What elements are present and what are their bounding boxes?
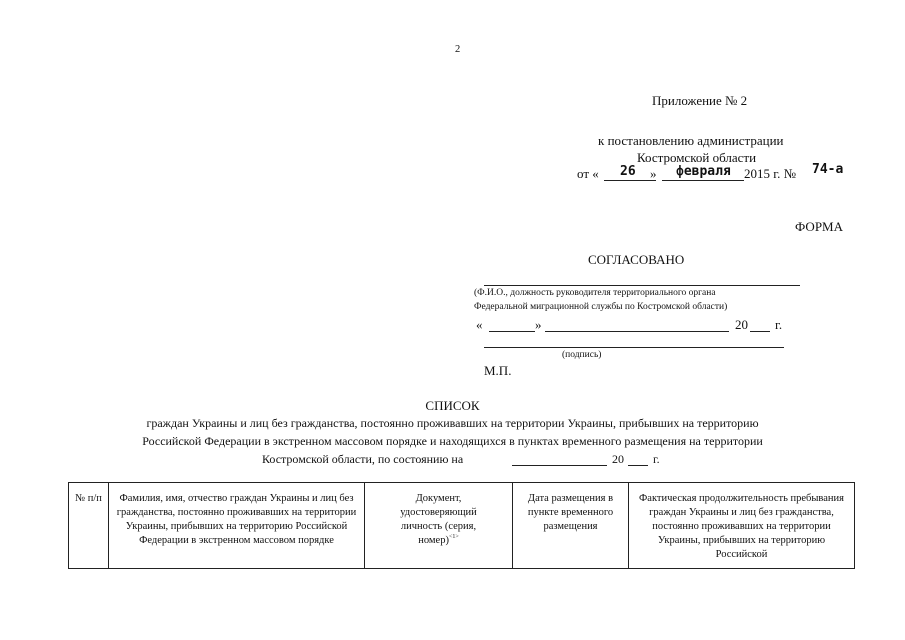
header-document-text: Документ, удостоверяющий личность (серия, номер) [400,493,477,546]
header-number-text: № п/п [75,493,102,504]
header-full-name-text: Фамилия, имя, отчество граждан Украины и лиц без гражданства, постоянно проживавших на территории Украины, прибывших на территорию Российской Федерации в экстренном массовом порядке [116,493,357,546]
list-line-3-year: 20 [612,452,624,466]
header-number [69,483,109,569]
list-line-3-suffix: г. [653,452,660,466]
day-underline [604,164,656,181]
approval-quote-open: « [476,317,483,332]
list-year-line [628,453,648,466]
signature-line [484,337,784,348]
approval-caption-2: Федеральной миграционной службы по Костромской области) [474,302,728,312]
header-document-footnote: <1> [448,534,459,540]
list-line-1: граждан Украины и лиц без гражданства, постоянно проживавших на территории Украины, прибывших на территорию [146,416,759,430]
register-table [68,482,855,569]
list-date-line [512,453,607,466]
handwritten-day: 26 [620,164,636,179]
form-label: ФОРМА [795,219,843,234]
date-prefix: от « [577,166,599,181]
handwritten-number: 74-а [812,162,844,177]
stamp-label: М.П. [484,363,512,378]
signature-caption: (подпись) [562,350,602,360]
header-document [365,483,513,569]
approval-year-line [750,318,770,332]
list-line-3-prefix: Костромской области, по состоянию на [262,452,464,466]
header-stay-duration-text: Фактическая продолжительность пребывания граждан Украины и лиц без гражданства, постоянно проживавших на территории Украины, прибывших на территорию Российской [639,493,844,560]
approval-year-suffix: г. [775,317,783,332]
appendix-title: Приложение № 2 [652,93,748,108]
header-placement-date-text: Дата размещения в пункте временного размещения [527,493,614,532]
handwritten-month: февраля [676,164,731,179]
list-line-2: Российской Федерации в экстренном массовом порядке и находящихся в пунктах временного размещения на территории [142,434,763,448]
approval-month-line [545,318,729,332]
appendix-line-1: к постановлению администрации [598,133,784,148]
appendix-line-2: Костромской области [637,150,757,165]
approval-quote-close: » [535,317,542,332]
date-quote-close: » [650,166,657,181]
approval-title: СОГЛАСОВАНО [588,252,685,267]
approver-name-line [484,272,800,286]
month-underline [662,164,744,181]
header-placement-date [513,483,629,569]
page-number: 2 [455,44,461,55]
header-stay-duration [629,483,855,569]
date-year-text: 2015 г. № [744,166,797,181]
approval-year-prefix: 20 [735,317,748,332]
table-header-row [69,483,855,569]
list-title: СПИСОК [425,398,480,413]
header-full-name [109,483,365,569]
approval-day-line [489,318,535,332]
approval-caption-1: (Ф.И.О., должность руководителя территориального органа [474,288,716,298]
